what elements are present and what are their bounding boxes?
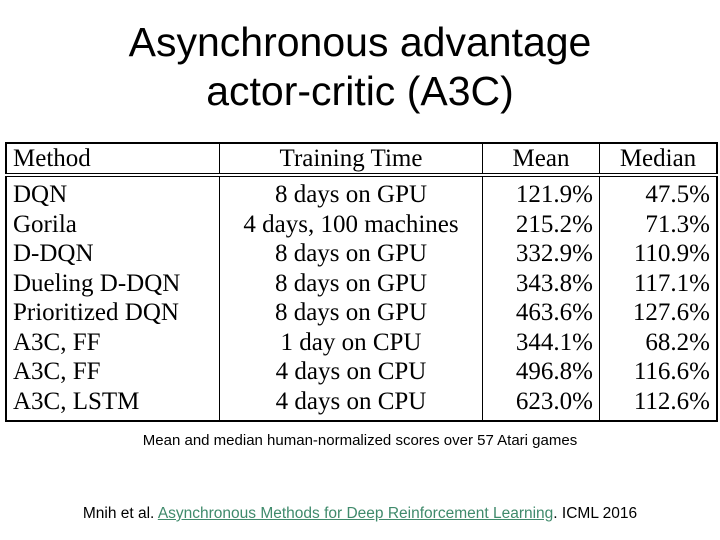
cell-training-time: 4 days, 100 machines bbox=[220, 210, 483, 240]
cell-mean: 496.8% bbox=[483, 357, 600, 387]
table-row bbox=[6, 239, 717, 269]
cell-method: DQN bbox=[13, 181, 68, 209]
table-row bbox=[6, 387, 717, 422]
cell-mean: 463.6% bbox=[483, 298, 600, 328]
cell-training-time: 8 days on GPU bbox=[220, 239, 483, 269]
table-caption: Mean and median human-normalized scores over 57 Atari games bbox=[142, 432, 578, 449]
slide-title-line-2: actor-critic (A3C) bbox=[206, 68, 514, 114]
cell-method: D-DQN bbox=[13, 240, 94, 268]
slide-title bbox=[0, 18, 720, 116]
cell-method: Dueling D-DQN bbox=[13, 269, 181, 297]
results-table-wrapper bbox=[5, 142, 714, 414]
cell-training-time: 4 days on CPU bbox=[220, 387, 483, 422]
cell-mean: 623.0% bbox=[483, 387, 600, 422]
header-mean: Mean bbox=[483, 143, 600, 175]
cell-median: 68.2% bbox=[600, 328, 718, 358]
cell-mean: 344.1% bbox=[483, 328, 600, 358]
cell-method: A3C, FF bbox=[13, 328, 101, 356]
cell-median: 112.6% bbox=[600, 387, 718, 422]
slide-title-line-1: Asynchronous advantage bbox=[128, 19, 592, 65]
table-row bbox=[6, 328, 717, 358]
table-row bbox=[6, 269, 717, 299]
header-method: Method bbox=[6, 143, 220, 175]
table-row bbox=[6, 210, 717, 240]
cell-training-time: 1 day on CPU bbox=[220, 328, 483, 358]
cell-median: 110.9% bbox=[600, 239, 718, 269]
header-training-time: Training Time bbox=[220, 143, 483, 175]
citation-prefix: Mnih et al. bbox=[82, 505, 158, 522]
cell-training-time: 8 days on GPU bbox=[220, 175, 483, 210]
results-table-body bbox=[6, 175, 717, 421]
cell-median: 127.6% bbox=[600, 298, 718, 328]
table-row bbox=[6, 175, 717, 210]
cell-median: 47.5% bbox=[600, 175, 718, 210]
cell-method: Prioritized DQN bbox=[13, 299, 179, 327]
citation bbox=[0, 505, 720, 523]
header-median: Median bbox=[600, 143, 718, 175]
cell-mean: 343.8% bbox=[483, 269, 600, 299]
results-table bbox=[5, 142, 718, 422]
cell-training-time: 8 days on GPU bbox=[220, 269, 483, 299]
table-row bbox=[6, 357, 717, 387]
cell-median: 71.3% bbox=[600, 210, 718, 240]
header-row bbox=[6, 143, 717, 175]
cell-mean: 215.2% bbox=[483, 210, 600, 240]
table-row bbox=[6, 298, 717, 328]
citation-suffix: . ICML 2016 bbox=[553, 505, 638, 522]
cell-method: Gorila bbox=[13, 210, 77, 238]
cell-method: A3C, FF bbox=[13, 358, 101, 386]
cell-mean: 332.9% bbox=[483, 239, 600, 269]
cell-median: 116.6% bbox=[600, 357, 718, 387]
cell-median: 117.1% bbox=[600, 269, 718, 299]
paper-link[interactable]: Asynchronous Methods for Deep Reinforcement Learning bbox=[157, 505, 554, 522]
cell-method: A3C, LSTM bbox=[13, 387, 140, 415]
cell-training-time: 8 days on GPU bbox=[220, 298, 483, 328]
cell-training-time: 4 days on CPU bbox=[220, 357, 483, 387]
results-table-header bbox=[6, 143, 717, 175]
cell-mean: 121.9% bbox=[483, 175, 600, 210]
